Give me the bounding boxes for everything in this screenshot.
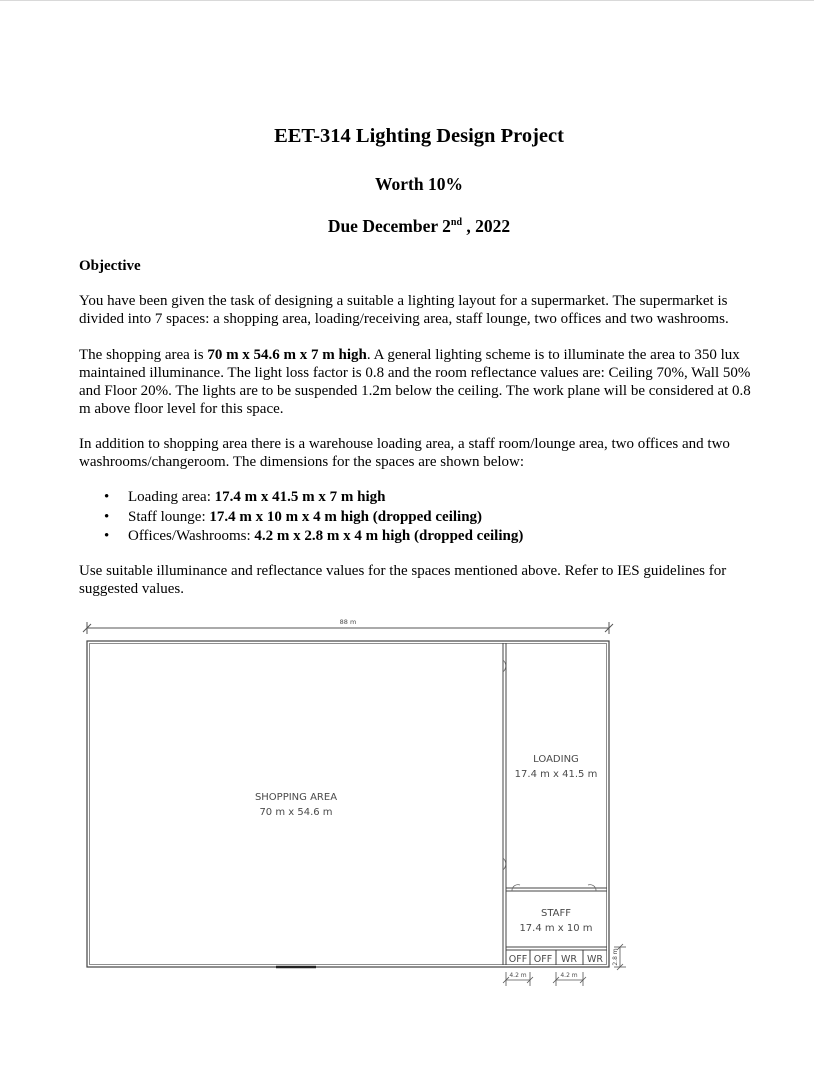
office-width-label: 4.2 m: [560, 972, 578, 979]
due-date-suffix: , 2022: [462, 216, 511, 236]
list-item-label: Loading area:: [128, 489, 215, 505]
building-walls: [87, 641, 609, 967]
ies-guidelines-paragraph: Use suitable illuminance and reflectance values for the spaces mentioned above. Refer to IES guidelines for suggested values.: [79, 563, 727, 597]
shopping-para-suffix: . A general lighting scheme is to illuminate the area to 350 lux maintained illuminance. The light loss factor is 0.8 and the room reflectance values are: Ceiling 70%, Wall 50% and Floor 20%. The lights are to be suspended 1.2m below the ceiling. The work plane will be considered at 0.8 m above floor level for this space.: [79, 347, 751, 417]
office-depth-label: 2.8 m: [612, 948, 619, 966]
washroom-label: WR: [587, 954, 603, 965]
overall-dimension-label: 88 m: [339, 618, 357, 626]
staff-label: STAFF: [540, 908, 572, 919]
list-item-label: Staff lounge:: [128, 508, 210, 525]
list-item-value: 4.2 m x 2.8 m x 4 m high (dropped ceiling): [254, 528, 524, 544]
shopping-area-dimensions: 70 m x 54.6 m: [259, 807, 333, 818]
bullet-dot: •: [104, 489, 110, 505]
office-width-label: 4.2 m: [509, 972, 527, 979]
bullet-dot: •: [104, 528, 110, 544]
office-room-label: OFF: [533, 954, 553, 965]
washroom-label: WR: [561, 954, 577, 965]
worth-line: Worth 10%: [375, 174, 463, 194]
list-item-label: Offices/Washrooms:: [128, 528, 255, 544]
loading-label: LOADING: [533, 754, 579, 765]
other-spaces-paragraph: In addition to shopping area there is a warehouse loading area, a staff room/lounge area, two offices and two washrooms/changeroom. The dimensions for the spaces are shown below:: [79, 436, 730, 470]
due-date-prefix: Due December 2: [327, 216, 451, 236]
due-date-ordinal: nd: [450, 217, 463, 228]
shopping-para-prefix: The shopping area is: [79, 347, 208, 363]
shopping-dimensions: 70 m x 54.6 m x 7 m high: [207, 347, 367, 363]
document-title: EET-314 Lighting Design Project: [274, 125, 564, 147]
office-room-label: OFF: [508, 954, 528, 965]
objective-paragraph-1: You have been given the task of designing a suitable a lighting layout for a supermarket. The supermarket is divided into 7 spaces: a shopping area, loading/receiving area, staff lounge, two offices and two washrooms.: [79, 293, 729, 327]
loading-dimensions: 17.4 m x 41.5 m: [514, 769, 598, 780]
bullet-dot: •: [104, 508, 110, 525]
objective-heading: Objective: [79, 258, 141, 274]
shopping-area-label: SHOPPING AREA: [254, 792, 338, 803]
staff-dimensions: 17.4 m x 10 m: [519, 923, 593, 934]
list-item-value: 17.4 m x 41.5 m x 7 m high: [214, 489, 386, 505]
list-item-value: 17.4 m x 10 m x 4 m high (dropped ceiling): [209, 508, 483, 525]
